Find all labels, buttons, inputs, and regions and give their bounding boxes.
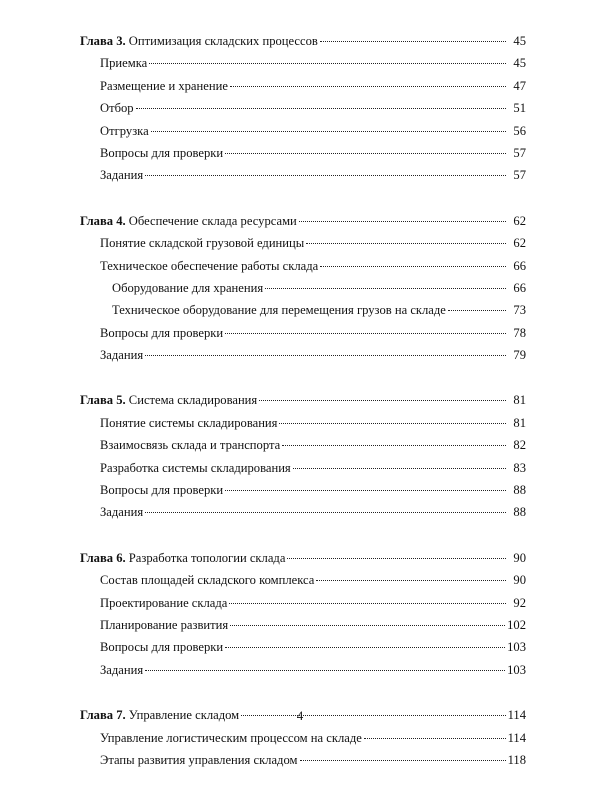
dot-leader xyxy=(225,489,506,491)
entry-title: Задания xyxy=(100,168,144,183)
dot-leader xyxy=(265,287,506,289)
toc-entry[interactable] xyxy=(80,344,526,366)
dot-leader xyxy=(145,174,506,176)
entry-title: Состав площадей складского комплекса xyxy=(100,573,315,588)
page-ref: 114 xyxy=(507,708,526,723)
toc-entry[interactable] xyxy=(80,614,526,636)
entry-title: Вопросы для проверки xyxy=(100,640,224,655)
entry-title: Разработка системы складирования xyxy=(100,460,291,475)
chapter-name: Оптимизация складских процессов xyxy=(125,34,318,48)
dot-leader xyxy=(230,85,506,87)
chapter-title xyxy=(80,30,318,52)
dot-leader xyxy=(293,467,506,469)
dot-leader xyxy=(151,130,506,132)
dot-leader xyxy=(229,602,506,604)
entry-title: Отбор xyxy=(100,101,134,116)
chapter-heading[interactable] xyxy=(80,389,526,411)
page-ref: 118 xyxy=(507,752,526,767)
chapter-heading[interactable] xyxy=(80,547,526,569)
toc-entry[interactable] xyxy=(80,479,526,501)
page-ref: 45 xyxy=(513,56,526,71)
toc-entry[interactable] xyxy=(80,232,526,254)
chapter-heading[interactable] xyxy=(80,210,526,232)
chapter-label: Глава 7. xyxy=(80,708,126,723)
page-ref: 103 xyxy=(507,640,526,655)
table-of-contents xyxy=(80,30,526,794)
page-ref: 88 xyxy=(513,505,526,520)
dot-leader xyxy=(448,309,506,311)
toc-chapter xyxy=(80,30,526,187)
entry-title: Вопросы для проверки xyxy=(100,483,224,498)
page-ref: 57 xyxy=(513,145,526,160)
entry-title: Планирование развития xyxy=(100,617,229,632)
entry-title: Этапы развития управления складом xyxy=(100,752,298,767)
entry-title: Вопросы для проверки xyxy=(100,325,224,340)
entry-title: Техническое оборудование для перемещения грузов на складе xyxy=(112,303,446,318)
chapter-label: Глава 3. xyxy=(80,34,126,48)
page-ref: 92 xyxy=(513,595,526,610)
toc-entry[interactable] xyxy=(80,299,526,321)
toc-entry[interactable] xyxy=(80,457,526,479)
dot-leader xyxy=(230,624,505,626)
toc-entry[interactable] xyxy=(80,164,526,186)
dot-leader xyxy=(225,332,506,334)
toc-entry[interactable] xyxy=(80,636,526,658)
toc-chapter xyxy=(80,210,526,367)
toc-entry[interactable] xyxy=(80,592,526,614)
dot-leader xyxy=(145,669,505,671)
dot-leader xyxy=(300,759,506,761)
entry-title: Взаимосвязь склада и транспорта xyxy=(100,438,281,453)
page-ref: 45 xyxy=(513,34,526,48)
entry-title: Задания xyxy=(100,348,144,363)
dot-leader xyxy=(259,399,506,401)
entry-title: Понятие системы складирования xyxy=(100,415,278,430)
dot-leader xyxy=(145,354,506,356)
page-ref: 62 xyxy=(513,236,526,251)
dot-leader xyxy=(282,444,506,446)
toc-entry[interactable] xyxy=(80,52,526,74)
dot-leader xyxy=(279,422,506,424)
toc-entry[interactable] xyxy=(80,322,526,344)
dot-leader xyxy=(136,107,506,109)
chapter-title xyxy=(80,389,257,411)
page-ref: 57 xyxy=(513,168,526,183)
toc-entry[interactable] xyxy=(80,569,526,591)
page-ref: 81 xyxy=(513,393,526,408)
chapter-title xyxy=(80,210,297,232)
entry-title: Вопросы для проверки xyxy=(100,145,224,160)
page-ref: 78 xyxy=(513,325,526,340)
entry-title: Отгрузка xyxy=(100,123,149,138)
dot-leader xyxy=(145,511,506,513)
page-ref: 83 xyxy=(513,460,526,475)
chapter-heading[interactable] xyxy=(80,30,526,52)
dot-leader xyxy=(299,220,506,222)
page-ref: 73 xyxy=(513,303,526,318)
chapter-title xyxy=(80,547,285,569)
page-ref: 103 xyxy=(507,662,526,677)
page-ref: 114 xyxy=(507,730,526,745)
page-ref: 81 xyxy=(513,415,526,430)
toc-entry[interactable] xyxy=(80,727,526,749)
entry-title: Управление логистическим процессом на складе xyxy=(100,730,362,745)
entry-title: Понятие складской грузовой единицы xyxy=(100,236,305,251)
entry-title: Оборудование для хранения xyxy=(112,280,264,295)
entry-title: Размещение и хранение xyxy=(100,78,228,93)
toc-entry[interactable] xyxy=(80,749,526,771)
dot-leader xyxy=(149,62,506,64)
toc-entry[interactable] xyxy=(80,277,526,299)
dot-leader xyxy=(225,152,506,154)
toc-entry[interactable] xyxy=(80,501,526,523)
dot-leader xyxy=(306,242,506,244)
page-ref: 90 xyxy=(513,573,526,588)
toc-entry[interactable] xyxy=(80,142,526,164)
dot-leader xyxy=(364,737,506,739)
chapter-label: Глава 6. xyxy=(80,550,126,565)
page-ref: 90 xyxy=(513,550,526,565)
entry-title: Задания xyxy=(100,505,144,520)
chapter-label: Глава 4. xyxy=(80,213,126,228)
toc-entry[interactable] xyxy=(80,75,526,97)
page-ref: 47 xyxy=(513,78,526,93)
dot-leader xyxy=(320,265,506,267)
toc-entry[interactable] xyxy=(80,120,526,142)
chapter-name: Система складирования xyxy=(125,393,258,408)
toc-entry[interactable] xyxy=(80,97,526,119)
entry-title: Проектирование склада xyxy=(100,595,228,610)
toc-entry[interactable] xyxy=(80,412,526,434)
chapter-name: Управление складом xyxy=(125,708,240,723)
page-ref: 62 xyxy=(513,213,526,228)
page-ref: 66 xyxy=(513,280,526,295)
chapter-label: Глава 5. xyxy=(80,393,126,408)
page-ref: 79 xyxy=(513,348,526,363)
page-ref: 66 xyxy=(513,258,526,273)
entry-title: Задания xyxy=(100,662,144,677)
toc-entry[interactable] xyxy=(80,255,526,277)
entry-title: Техническое обеспечение работы склада xyxy=(100,258,319,273)
dot-leader xyxy=(287,557,506,559)
page-ref: 88 xyxy=(513,483,526,498)
toc-entry[interactable] xyxy=(80,434,526,456)
toc-entry[interactable] xyxy=(80,659,526,681)
dot-leader xyxy=(225,646,505,648)
chapter-name: Обеспечение склада ресурсами xyxy=(125,213,297,228)
page-ref: 51 xyxy=(513,101,526,116)
toc-chapter xyxy=(80,389,526,523)
page-ref: 56 xyxy=(513,123,526,138)
entry-title: Приемка xyxy=(100,56,148,71)
dot-leader xyxy=(320,40,506,42)
chapter-name: Разработка топологии склада xyxy=(125,550,286,565)
dot-leader xyxy=(316,579,506,581)
page-ref: 102 xyxy=(507,617,526,632)
toc-chapter xyxy=(80,547,526,681)
page-number: 4 xyxy=(296,708,304,723)
page-ref: 82 xyxy=(513,438,526,453)
